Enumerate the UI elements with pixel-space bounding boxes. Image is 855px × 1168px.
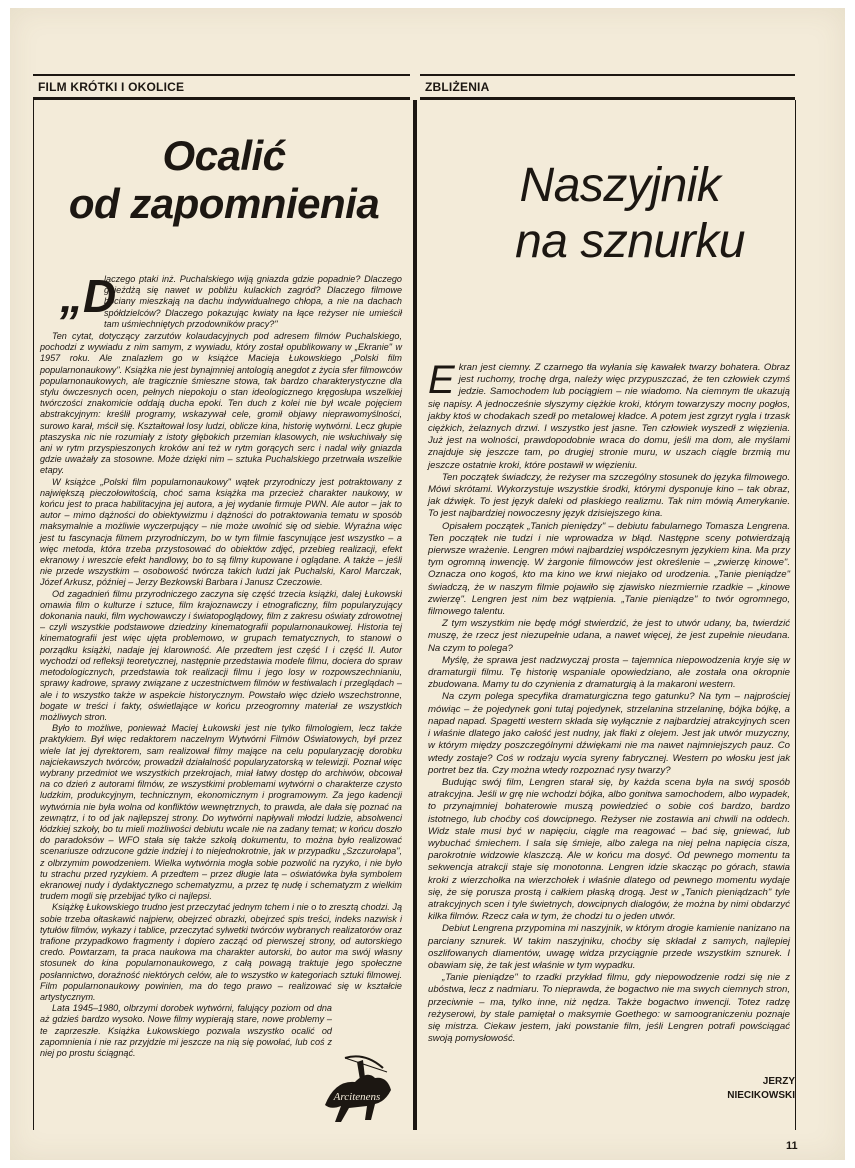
right-paragraph: Ten początek świadczy, że reżyser ma szczególny stosunek do języka filmowego. Mówi skrótami. Wykorzystuje wszystkie środki, którymi dysponuje kino – tak obraz, jak dźwięk. To jest język daleki od płaskiego realizmu. Tak nim mówią Amerykanie. To jest najbardziej nowoczesny język dzisiejszego kina. xyxy=(428,471,790,520)
left-paragraph: W książce „Polski film popularnonaukowy" wątek przyrodniczy jest potraktowany z największą pieczołowitością, choć sama książka ma przecież charakter naukowy, w końcu jest to praca habilitacyjna jej autora, a jej wydanie firmuje PWN. Ale autor – jak to autor – mimo dążności do obiektywizmu i dążności do potraktowania tematu w sposób maksymalnie a możliwie wyczerpujący – nie może uwolnić się od siebie. Wyraźna więc jest tu fascynacja filmem przyrodniczym, bo w tym filmie fascynujące jest wszystko – a więc metoda, która trzeba przystosować do obiektów zdjęć, przebieg realizacji, efekt ekranowy i wreszcie efekt handlowy, bo to są filmy kupowane i oglądane. A także – jeśli nie przede wszystkim – osobowość twórcza takich ludzi jak Puchalski, Karol Marczak, Józef Arkusz, później – Jerzy Bezkowski Barbara i Janusz Czeczowie. xyxy=(40,476,402,588)
left-paragraph: Lata 1945–1980, olbrzymi dorobek wytwórni, falujący poziom od dna aż gdzieś bardzo wysoko. Nowe filmy wypierają stare, nowe problemy – te zaprzeszłe. Książka Łukowskiego pozwala wszystko ocalić od zapomnienia i nie raz przyjdzie mi jeszcze na nią się powołać, lub coś z niej po prostu ściągnąć. xyxy=(40,1003,332,1058)
right-article-body xyxy=(428,358,790,1045)
right-paragraph: Budując swój film, Lengren starał się, by każda scena była na swój sposób atrakcyjna. Jeśli w grę nie wchodzi bójka, albo gonitwa samochodem, albo wypadek, to przynajmniej bohaterowie muszą powiedzieć o sobie coś bardzo, bardzo istotnego, lub choćby coś dowcipnego. Reżyser nie zostawia ani chwili na oddech. Widz stale musi być w napięciu, ciągle ma reagować – bać się, gniewać, lub wybuchać śmiechem. I sala się śmieje, albo zalega na niej pełna napięcia cisza, parokrotnie widzowie klaszczą. Ale w końcu ma dosyć. Od pewnego momentu ta sekwencja atrakcji staje się monotonna. Lengren idzie skacząc po górach, stawia kroki z wierzchołka na wierzchołek i właśnie dlatego od pewnego momentu wydaje się, że się porusza prostą i całkiem płaską drogą. Jest w „Tanich pieniądzach" tyle atrakcyjnych scen i tyle świetnych, dowcipnych dialogów, że można by nimi obdarzyć kilka filmów. Rzecz cała w tym, że chodzi tu o jeden utwór. xyxy=(428,776,790,923)
left-frame-line xyxy=(33,100,34,1130)
right-paragraph: Z tym wszystkim nie będę mógł stwierdzić, że jest to utwór udany, ba, twierdzić muszę, że rzecz jest niezupełnie udana, a nawet więcej, że jest zupełnie nieudana. Na czym to polega? xyxy=(428,618,790,654)
left-paragraph: Od zagadnień filmu przyrodniczego zaczyna się część trzecia książki, dalej Łukowski omawia film o kulturze i sztuce, film krajoznawczy i etnograficzny, film popularyzujący dokonania nauki, film wychowawczy i światopoglądowy, film z zakresu oświaty zdrowotnej – czyli wszystkie podstawowe dziedziny kinematografii popularnonaukowej. Historia tej kinematografii jest więc ujęta problemowo, w grupach tematycznych, to stanowi o porządku książki, nadaje jej klarowność. Ale przedtem jest część I i część II. Autor wychodzi od refleksji teoretycznej, następnie przedstawia modele filmu, dociera do spraw metodologicznych, przedstawia tok realizacji filmu i jego losy w rozpowszechnianiu, sprawy kadrowe, sprawy związane z uczestnictwem filmów w festiwalach i przeglądach – ale i to wszystko także w aspekcie historycznym. Powstało więc dzieło wszechstronne, bogate w treści i fakty, oświetlające w końcu przeogromny materiał ze wszystkich możliwych stron. xyxy=(40,588,402,722)
right-first-paragraph: Ekran jest ciemny. Z czarnego tła wyłania się kawałek twarzy bohatera. Obraz jest ruchomy, trochę drga, należy więc przypuszczać, że ten człowiek czymś jedzie. Samochodem lub pociągiem – nie wiadomo. Na ciemnym tle ukazują się napisy. A jednocześnie słyszymy ciężkie kroki, którym towarzyszy mocny pogłos, jakby ktoś w chodakach szedł po metalowej kładce. A potem jest zgrzyt rygla i trzask ciężkich, żelaznych drzwi. I wszystko jest jasne. Ten człowiek wyszedł z więzienia. Już jest na wolności, prawdopodobnie wraca do domu, jeśli ma dom, ale myślami znajduje się jeszcze tam, po drugiej stronie muru, w uszach ciągle brzmią mu jeszcze ostatnie kroki, które postawił w więzieniu. xyxy=(428,358,790,471)
right-top-rule xyxy=(420,74,795,76)
right-article-title: Naszyjnik na sznurku xyxy=(515,159,745,268)
right-dropcap: E xyxy=(428,358,455,402)
left-dropcap: „D xyxy=(60,270,117,322)
left-paragraph: Ten cytat, dotyczący zarzutów kolaudacyjnych pod adresem filmów Puchalskiego, pochodzi z wywiadu z nim samym, z wywiadu, który został opublikowany w „Ekranie" w 1957 roku. Ale znalazłem go w książce Macieja Łukowskiego „Polski film popularnonaukowy". Książka nie jest bynajmniej antologią anegdot z życia sfer filmowców popularnonaukowych, ale tragicznie śmieszne stowa, tak bardzo charakterystyczne dla stylu ówczesnych ocen, pełnych niepokoju o stan ideologicznego kręgosłupa wszelkiej twórczości znakomicie oddają ducha epoki. Ten duch z kolei nie był wcale pojęciem abstrakcyjnym: kreślił programy, wskazywał cele, gromił objawy nieprawomyślności, surowo karał, mścił się. Kształtował losy ludzi, oblicze kina, historię wytwórni. Lecz głupie ptaszyska nic nie rozumiały z istoty głębokich przemian klasowych, nie wsłuchiwały się ani w rytm przyspieszonych kroków ani też w rytm gorących serc i nadal wiły gniazda gdzie uważały za stosowne. Może dzięki nim – sztuka Puchalskiego przetrwała wszelkie etapy. xyxy=(40,331,402,476)
left-lede: laczego ptaki inż. Puchalskiego wiją gniazda gdzie popadnie? Dlaczego gnieżdżą się nawet w pobliżu kulackich zagród? Dlaczego filmowe bociany mieszkają na dachu indywidualnego chłopa, a nie na dachach spółdzielców? Dlaczego pokazując kwiaty na łące reżyser nie umieścił tam uśmiechniętych przodowników pracy?" xyxy=(104,274,402,329)
page-number: 11 xyxy=(786,1140,798,1152)
right-paragraph: Myślę, że sprawa jest nadzwyczaj prosta – tajemnica niepowodzenia kryje się w dramaturgii filmu. Tę historię wspaniale opowiedziano, ale została ona okropnie zbudowana. Mamy tu do czynienia z dramaturgią à la makaroni western. xyxy=(428,654,790,691)
left-top-rule xyxy=(33,74,410,76)
left-article-body xyxy=(40,331,402,1059)
archer-icon xyxy=(305,1050,410,1125)
right-paragraph: Debiut Lengrena przypomina mi naszyjnik, w którym drogie kamienie nanizano na parciany sznurek. W takim naszyjniku, choćby się składał z samych, najlepiej oszlifowanych diamentów, uwagę widza przyciągnie przede wszystkim sznurek. I obawiam się, że tak jest właśnie w tym wypadku. xyxy=(428,923,790,971)
right-header-rule xyxy=(420,97,795,100)
right-paragraph: Na czym polega specyfika dramaturgiczna tego gatunku? Na tym – najprościej mówiąc – że pojedynek goni tutaj pojedynek, strzelanina strzelaninę, bójka bójkę, a napad napad. Spagetti western składa się wyłącznie z najbardziej atrakcyjnych scen i właśnie dlatego jako całość jest nudny, jak flaki z olejem. Jest jak utwór muzyczny, w którym między poszczególnymi dźwiękami nie ma nawet najmniejszych pauz. Co wtedy zostaje? Coś w rodzaju wycia syreny fabrycznej. Western po włosku jest jak portret bez tła. Czy można wtedy rozpoznać rysy twarzy? xyxy=(428,691,790,776)
left-article-title: Ocalić od zapomnienia xyxy=(68,132,380,227)
right-paragraph: „Tanie pieniądze" to rzadki przykład filmu, gdy niepowodzenie rodzi się nie z ubóstwa, lecz z nadmiaru. To nieprawda, że bogactwo nie ma swych ciemnych stron, przeciwnie – ma, tylko inne, niż nędza. Także bogactwo inwencji. Totez radzę reżyserowi, by stale pamiętał o maksymie Goethego: w samoograniczeniu poznaje się mistrza. Ciekaw jestem, jaki powstanie film, jeśli Lengren potrafi powściągać swoją pomysłowość. xyxy=(428,972,790,1045)
author-signature: JERZY NIECIKOWSKI xyxy=(727,1076,795,1101)
arcitenens-seal xyxy=(305,1050,410,1125)
right-section-label: ZBLIŻENIA xyxy=(425,80,490,94)
seal-text: Arcitenens xyxy=(333,1091,381,1103)
column-divider xyxy=(413,100,417,1130)
left-paragraph: Było to możliwe, ponieważ Maciej Łukowski jest nie tylko filmologiem, lecz także praktykiem. Był więc redaktorem naczelnym Wytwórni Filmów Oświatowych, był przez wiele lat jej dyrektorem, sam realizował filmy mające na celu popularyzację dorobku najciekawszych twórców, prowadził działalność popularyzatorską w telewizji. Poznał więc wybrany przedmiot we wszystkich przekrojach, miał łatwy dostęp do archiwów, obcował na co dzień z autorami filmów, ze wszystkimi problemami wytwórni o charakterze czysto ludzkim, produkcyjnym, technicznym, ekonomicznym i programowym. Za jego kadencji wytwórnia nie była wolna od konfliktów wewnętrznych, to prawda, ale dała się poznać na zewnątrz, i to od jak najlepszej strony. Do wytwórni napływali młodzi ludzie, absolwenci łódzkiej szkoły, bo tu mieli możliwości debiutu wcale nie na zadany temat; w końcu doszło do paradoksów – WFO stała się także szkołą dokumentu, to można było realizować scenariusze odrzucone gdzie indziej i to niejednokrotnie, jak w przypadku „Szczurołapa", z olbrzymim powodzeniem. Wielka wytwórnia mogła sobie pozwolić na ryzyko, i nie było tu strachu przed ryzykiem. A przedtem – przez długie lata – oświatówka była symbolem ekranowej nudy i dydaktycznego schematyzmu, a przez tę nudę i schematyzm z wielkim trudem mogli się przebijać tylko ci najlepsi. xyxy=(40,723,402,902)
right-paragraph: Opisałem początek „Tanich pieniędzy" – debiutu fabularnego Tomasza Lengrena. Ten początek nie tudzi i nie wprowadza w błąd. Następne sceny potwierdzają pierwsze wrażenie. Lengren mówi najbardziej współczesnym językiem kina. Ma przy tym ogromną inwencję. W żargonie filmowców jest określenie – „zwierzę kinowe". Oznacza ono kogoś, kto ma kino we krwi niejako od urodzenia. „Tanie pieniądze" świadczą, że w naszym filmie pojawiło się zjawisko niezmiernie rzadkie – „kinowe zwierzę". Lengren jest nim bez wątpienia. „Tanie pieniądze" to twór ogromnego, filmowego talentu. xyxy=(428,520,790,618)
left-section-label: FILM KRÓTKI I OKOLICE xyxy=(38,80,185,94)
left-header-rule xyxy=(33,97,410,100)
left-paragraph: Książkę Łukowskiego trudno jest przeczytać jednym tchem i nie o to zresztą chodzi. Ją sobie trzeba ołtaskawić najpierw, obejrzeć obrazki, obejrzeć spis treści, indeks nazwisk i tytułów filmów, wykazy i tablice, przeczytać sylwetki twórców wybranych realizatorów oraz trafione przypadkowo fragmenty i dopiero zacząć od pierwszej strony, od autorskiego credo. Powtarzam, ta praca naukowa ma charakter autorski, bo autor ma swój własny stosunek do kina popularnonaukowego, z całą powagą traktuje jego społeczne posłannictwo, doraźność niektórych celów, ale to wszystko w kategoriach sztuki filmowej. Film popularnonaukowy powinien, ma do tego prawo – realizować się w kształcie artystycznym. xyxy=(40,902,402,1002)
